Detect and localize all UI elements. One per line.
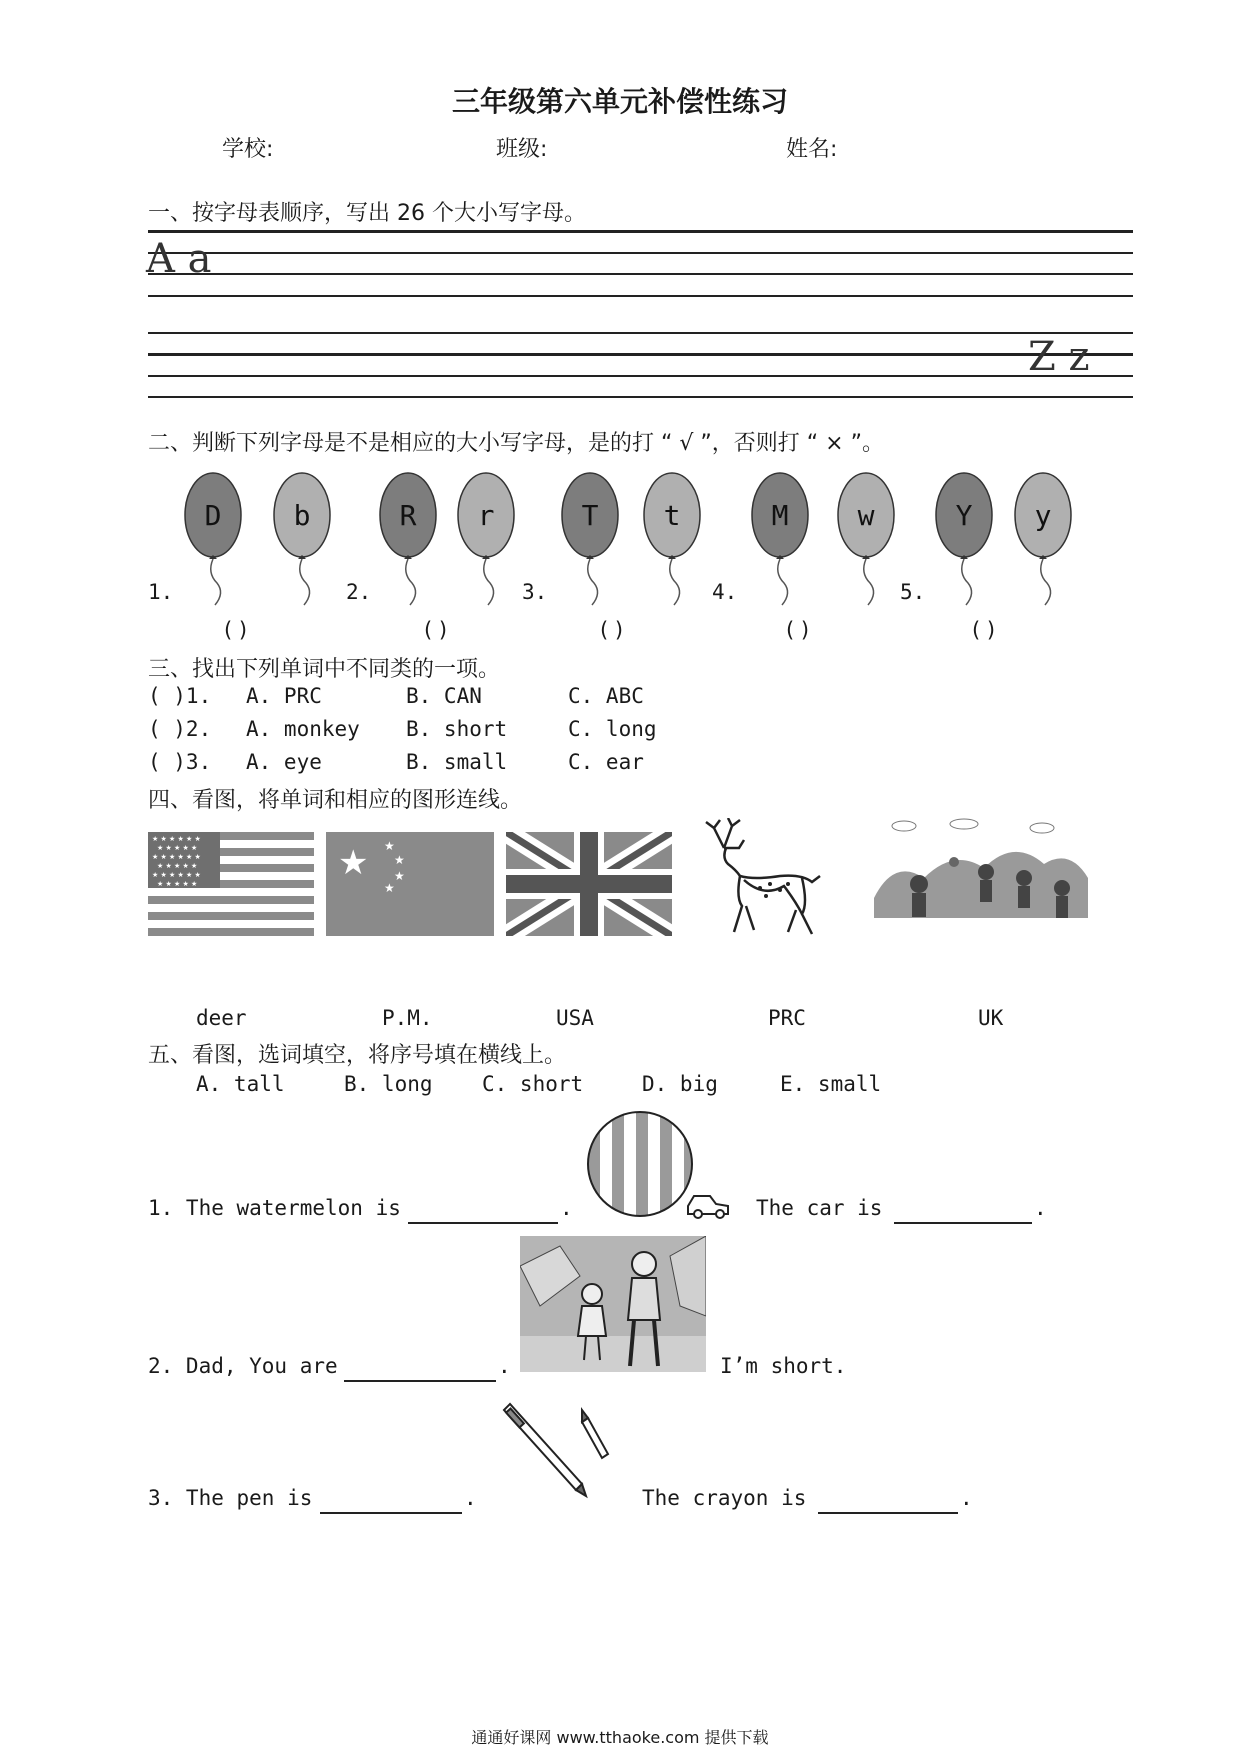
balloon-letter: b bbox=[293, 499, 311, 532]
pair-number: 3. bbox=[522, 580, 548, 604]
balloon-5-right bbox=[1015, 473, 1071, 605]
question-1-blank-2[interactable] bbox=[894, 1198, 1032, 1224]
answer-paren[interactable]: ( ) bbox=[786, 618, 810, 642]
writing-line bbox=[148, 396, 1133, 398]
choice-option: E. small bbox=[780, 1072, 882, 1096]
balloon-4-left bbox=[752, 473, 808, 605]
question-prefix[interactable]: ( )3. bbox=[148, 750, 212, 774]
balloon-letter: R bbox=[399, 499, 417, 532]
balloon-letter: M bbox=[771, 499, 789, 532]
question-1-text-right: The car is bbox=[756, 1196, 883, 1220]
option-a: A. monkey bbox=[246, 717, 360, 741]
alphabet-start-letters: A a bbox=[146, 236, 212, 282]
question-1-text-left: 1. The watermelon is bbox=[148, 1196, 401, 1220]
writing-line bbox=[148, 252, 1133, 254]
school-field-label: 学校: bbox=[222, 137, 274, 162]
svg-text:★: ★ bbox=[384, 839, 395, 853]
section2-heading: 二、判断下列字母是不是相应的大小写字母，是的打 “ √ ”，否则打 “ × ”。 bbox=[148, 431, 885, 456]
option-b: B. short bbox=[406, 717, 508, 741]
balloon-1-right bbox=[274, 473, 330, 605]
option-b: B. CAN bbox=[406, 684, 482, 708]
period: . bbox=[464, 1486, 477, 1510]
pair-number: 2. bbox=[346, 580, 372, 604]
pen-and-crayon-image bbox=[496, 1400, 626, 1504]
svg-text:★: ★ bbox=[384, 881, 395, 895]
option-a: A. PRC bbox=[246, 684, 322, 708]
balloon-letter: D bbox=[204, 499, 222, 532]
balloon-letter: T bbox=[581, 499, 599, 532]
svg-text:★: ★ bbox=[394, 869, 405, 883]
usa-flag-image bbox=[148, 832, 314, 936]
match-word[interactable]: PRC bbox=[768, 1006, 806, 1030]
pair-number: 5. bbox=[900, 580, 926, 604]
balloon-3-right bbox=[644, 473, 700, 605]
footer-credit: 通通好课网 www.tthaoke.com 提供下载 bbox=[471, 1728, 769, 1747]
alphabet-end-letters: Z z bbox=[1028, 334, 1090, 380]
question-3-blank-1[interactable] bbox=[320, 1488, 462, 1514]
balloon-5-left bbox=[936, 473, 992, 605]
svg-text:★: ★ bbox=[394, 853, 405, 867]
balloon-letter: t bbox=[663, 499, 681, 532]
svg-text:★ ★ ★ ★ ★ ★: ★ ★ ★ ★ ★ ★ bbox=[152, 853, 201, 861]
writing-line bbox=[148, 375, 1133, 377]
watermelon-and-car-image bbox=[584, 1110, 744, 1220]
pair-number: 4. bbox=[712, 580, 738, 604]
match-word[interactable]: P.M. bbox=[382, 1006, 433, 1030]
writing-line bbox=[148, 295, 1133, 297]
choice-option: B. long bbox=[344, 1072, 433, 1096]
writing-line bbox=[148, 230, 1133, 233]
svg-text:★ ★ ★ ★ ★: ★ ★ ★ ★ ★ bbox=[157, 880, 198, 888]
china-flag-image bbox=[326, 832, 494, 936]
writing-line bbox=[148, 332, 1133, 334]
children-playing-image bbox=[874, 818, 1088, 942]
deer-image bbox=[684, 818, 844, 938]
option-c: C. long bbox=[568, 717, 657, 741]
choice-option: C. short bbox=[482, 1072, 584, 1096]
question-3-blank-2[interactable] bbox=[818, 1488, 958, 1514]
pair-number: 1. bbox=[148, 580, 174, 604]
question-2-text-left: 2. Dad, You are bbox=[148, 1354, 338, 1378]
svg-text:★ ★ ★ ★ ★: ★ ★ ★ ★ ★ bbox=[157, 862, 198, 870]
writing-line bbox=[148, 353, 1133, 356]
balloon-4-right bbox=[838, 473, 894, 605]
option-a: A. eye bbox=[246, 750, 322, 774]
period: . bbox=[960, 1486, 973, 1510]
dad-and-daughter-image bbox=[520, 1236, 706, 1372]
balloon-letter: y bbox=[1034, 499, 1052, 532]
option-c: C. ABC bbox=[568, 684, 644, 708]
balloon-letter: Y bbox=[955, 499, 973, 532]
answer-paren[interactable]: ( ) bbox=[972, 618, 996, 642]
balloon-letter: w bbox=[857, 499, 875, 532]
period: . bbox=[1034, 1196, 1047, 1220]
option-b: B. small bbox=[406, 750, 508, 774]
svg-text:★ ★ ★ ★ ★ ★: ★ ★ ★ ★ ★ ★ bbox=[152, 871, 201, 879]
question-3-text-right: The crayon is bbox=[642, 1486, 807, 1510]
class-field-label: 班级: bbox=[496, 137, 548, 162]
writing-line bbox=[148, 273, 1133, 275]
choice-option: D. big bbox=[642, 1072, 718, 1096]
balloon-2-left bbox=[380, 473, 436, 605]
question-prefix[interactable]: ( )1. bbox=[148, 684, 212, 708]
balloon-2-right bbox=[458, 473, 514, 605]
balloon-1-left bbox=[185, 473, 241, 605]
page-title: 三年级第六单元补偿性练习 bbox=[451, 85, 788, 118]
match-word[interactable]: UK bbox=[978, 1006, 1004, 1030]
svg-text:★: ★ bbox=[338, 843, 369, 883]
uk-flag-image bbox=[506, 832, 672, 936]
answer-paren[interactable]: ( ) bbox=[424, 618, 448, 642]
option-c: C. ear bbox=[568, 750, 644, 774]
svg-text:★ ★ ★ ★ ★: ★ ★ ★ ★ ★ bbox=[157, 844, 198, 852]
section3-heading: 三、找出下列单词中不同类的一项。 bbox=[148, 657, 501, 682]
period: . bbox=[560, 1196, 573, 1220]
question-prefix[interactable]: ( )2. bbox=[148, 717, 212, 741]
name-field-label: 姓名: bbox=[786, 137, 838, 162]
balloon-letter: r bbox=[477, 499, 495, 532]
section1-heading: 一、按字母表顺序，写出 26 个大小写字母。 bbox=[148, 201, 586, 226]
match-word[interactable]: deer bbox=[196, 1006, 247, 1030]
section5-heading: 五、看图，选词填空，将序号填在横线上。 bbox=[148, 1043, 567, 1068]
period: . bbox=[498, 1354, 511, 1378]
svg-text:★ ★ ★ ★ ★ ★: ★ ★ ★ ★ ★ ★ bbox=[152, 835, 201, 843]
answer-paren[interactable]: ( ) bbox=[600, 618, 624, 642]
question-2-blank-1[interactable] bbox=[344, 1356, 496, 1382]
answer-paren[interactable]: ( ) bbox=[224, 618, 248, 642]
section4-heading: 四、看图，将单词和相应的图形连线。 bbox=[148, 788, 523, 813]
question-2-text-right: I’m short. bbox=[720, 1354, 847, 1378]
question-3-text-left: 3. The pen is bbox=[148, 1486, 313, 1510]
question-1-blank-1[interactable] bbox=[408, 1198, 558, 1224]
match-word[interactable]: USA bbox=[556, 1006, 594, 1030]
balloon-3-left bbox=[562, 473, 618, 605]
choice-option: A. tall bbox=[196, 1072, 285, 1096]
